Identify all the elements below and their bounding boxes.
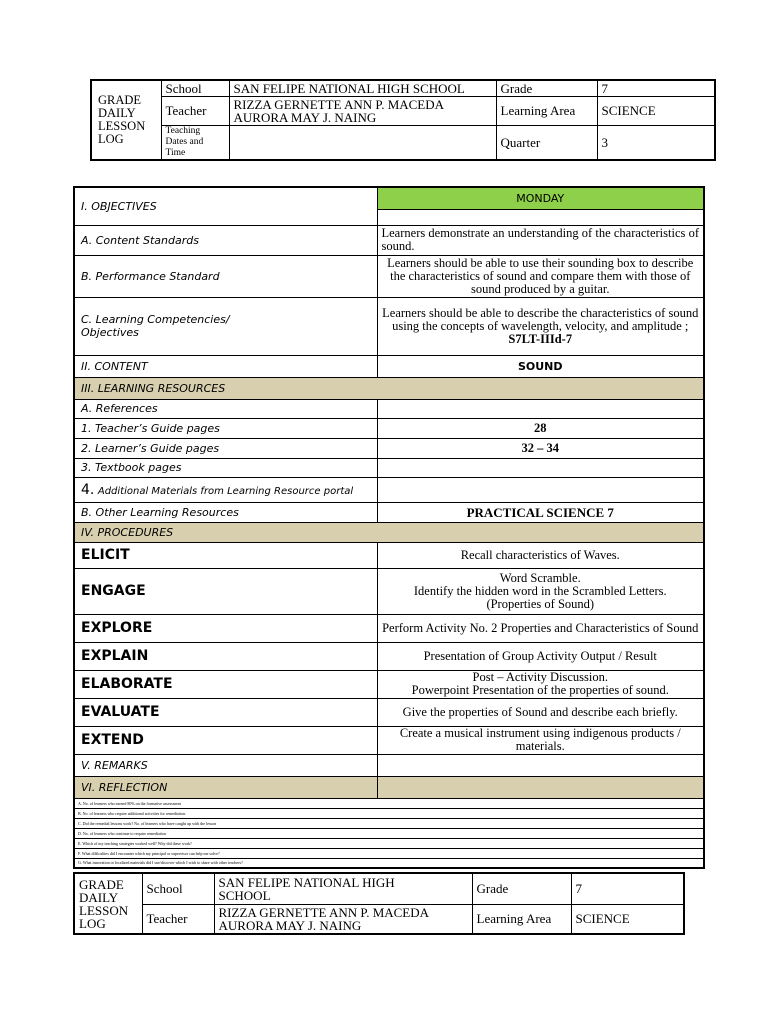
- learning-area-label: Learning Area: [496, 96, 597, 125]
- quarter-value: 3: [597, 125, 715, 160]
- day-header: MONDAY: [377, 187, 704, 209]
- evaluate-value: Give the properties of Sound and describe each briefly.: [377, 698, 704, 726]
- footer-learning-area-label: Learning Area: [472, 904, 571, 934]
- explore-value: Perform Activity No. 2 Properties and Characteristics of Sound: [377, 614, 704, 642]
- footer-teacher-name: AURORA MAY J. NAING: [218, 917, 362, 933]
- content-label: II. CONTENT: [74, 355, 377, 377]
- footer-teacher-value: [214, 904, 472, 934]
- engage-line: Identify the hidden word in the Scrambled Letters.: [413, 583, 667, 598]
- reflection-value: [377, 776, 704, 798]
- explain-label: EXPLAIN: [74, 642, 377, 670]
- gdl-line: DAILY: [98, 106, 136, 120]
- content-standards-label: A. Content Standards: [74, 225, 377, 255]
- objectives-value: [377, 209, 704, 225]
- explore-label: EXPLORE: [74, 614, 377, 642]
- extend-value: Create a musical instrument using indigenous products / materials.: [377, 726, 704, 754]
- reflection-item: G. What innovation or localized materials did I use/discover which I wish to share with other teachers?: [74, 858, 704, 868]
- additional-materials-text: Additional Materials from Learning Resource portal: [97, 485, 354, 497]
- teacher-name: RIZZA GERNETTE ANN P. MACEDA: [233, 96, 445, 112]
- learning-resources-heading: III. LEARNING RESOURCES: [74, 377, 704, 399]
- footer-learning-area-value: SCIENCE: [571, 904, 684, 934]
- dates-label-line: Dates and: [165, 136, 204, 147]
- competency-code: S7LT-IIId-7: [508, 331, 573, 346]
- elicit-value: Recall characteristics of Waves.: [377, 542, 704, 568]
- engage-value: [377, 568, 704, 614]
- reflection-item: B. No. of learners who require additional activities for remediation.: [74, 808, 704, 818]
- reflection-item: E. Which of my teaching strategies worked well? Why did these work?: [74, 838, 704, 848]
- gdl-line: LESSON: [79, 902, 129, 918]
- engage-line: (Properties of Sound): [486, 596, 595, 611]
- dates-label-line: Teaching: [165, 125, 201, 136]
- footer-school-value: [214, 873, 472, 904]
- competency-label-line: C. Learning Competencies/: [81, 313, 230, 326]
- remarks-label: V. REMARKS: [74, 754, 377, 776]
- footer-school-label: School: [142, 873, 214, 904]
- teacher-value: [229, 96, 496, 125]
- grade-daily-lesson-log-title: [91, 80, 161, 160]
- teacher-name: AURORA MAY J. NAING: [233, 109, 377, 125]
- content-value: SOUND: [377, 355, 704, 377]
- other-resources-value: PRACTICAL SCIENCE 7: [377, 502, 704, 522]
- footer-school-line: SAN FELIPE NATIONAL HIGH: [218, 874, 395, 890]
- gdl-line: LOG: [79, 915, 106, 931]
- reflection-item: F. What difficulties did I encounter which my principal or supervisor can help me solve?: [74, 848, 704, 858]
- dates-label-line: Time: [165, 147, 186, 158]
- explain-value: Presentation of Group Activity Output / Result: [377, 642, 704, 670]
- teachers-guide-label: 1. Teacher’s Guide pages: [74, 418, 377, 438]
- teaching-dates-label: [161, 125, 229, 160]
- textbook-pages-value: [377, 458, 704, 477]
- extend-label: EXTEND: [74, 726, 377, 754]
- footer-grade-label: Grade: [472, 873, 571, 904]
- teaching-dates-value: [229, 125, 496, 160]
- additional-materials-label: [74, 477, 377, 502]
- elicit-label: ELICIT: [74, 542, 377, 568]
- engage-line: Word Scramble.: [499, 570, 581, 585]
- gdl-line: GRADE: [98, 93, 142, 107]
- gdl-line: LOG: [98, 132, 124, 146]
- grade-value: 7: [597, 80, 715, 96]
- footer-grade-value: 7: [571, 873, 684, 904]
- learning-competencies-label: [74, 297, 377, 355]
- teachers-guide-value: 28: [377, 418, 704, 438]
- grade-label: Grade: [496, 80, 597, 96]
- footer-grade-daily-lesson-log-title: [74, 873, 142, 934]
- content-standards-value: Learners demonstrate an understanding of the characteristics of sound.: [377, 225, 704, 255]
- competency-text: Learners should be able to describe the characteristics of sound using the concepts of wavelength, velocity, and amplitude ;: [382, 305, 699, 333]
- learners-guide-label: 2. Learner’s Guide pages: [74, 438, 377, 458]
- footer-school-line: SCHOOL: [218, 887, 271, 903]
- footer-teacher-label: Teacher: [142, 904, 214, 934]
- elaborate-label: ELABORATE: [74, 670, 377, 698]
- elaborate-line: Powerpoint Presentation of the properties of sound.: [411, 683, 669, 697]
- elaborate-value: [377, 670, 704, 698]
- reflection-heading: VI. REFLECTION: [74, 776, 377, 798]
- engage-label: ENGAGE: [74, 568, 377, 614]
- learners-guide-value: 32 – 34: [377, 438, 704, 458]
- additional-materials-value: [377, 477, 704, 502]
- remarks-value: [377, 754, 704, 776]
- procedures-heading: IV. PROCEDURES: [74, 522, 704, 542]
- reflection-item: C. Did the remedial lessons work? No. of learners who have caught up with the lesson: [74, 818, 704, 828]
- references-value: [377, 399, 704, 418]
- school-value: SAN FELIPE NATIONAL HIGH SCHOOL: [229, 80, 496, 96]
- elaborate-line: Post – Activity Discussion.: [472, 670, 608, 684]
- evaluate-label: EVALUATE: [74, 698, 377, 726]
- header-table: [90, 79, 716, 161]
- other-resources-label: B. Other Learning Resources: [74, 502, 377, 522]
- quarter-label: Quarter: [496, 125, 597, 160]
- competency-label-line: Objectives: [81, 326, 139, 339]
- lesson-log-table: [73, 186, 705, 869]
- teacher-label: Teacher: [161, 96, 229, 125]
- textbook-pages-label: 3. Textbook pages: [74, 458, 377, 477]
- reflection-item: D. No. of learners who continue to require remediation: [74, 828, 704, 838]
- references-label: A. References: [74, 399, 377, 418]
- performance-standard-label: B. Performance Standard: [74, 255, 377, 297]
- gdl-line: DAILY: [79, 889, 119, 905]
- reflection-item: A. No. of learners who earned 80% on the formative assessment: [74, 798, 704, 808]
- gdl-line: LESSON: [98, 119, 146, 133]
- footer-table: [73, 872, 685, 935]
- footer-teacher-name: RIZZA GERNETTE ANN P. MACEDA: [218, 904, 430, 920]
- school-label: School: [161, 80, 229, 96]
- additional-materials-number: 4.: [81, 481, 95, 498]
- objectives-heading: I. OBJECTIVES: [74, 187, 377, 225]
- performance-standard-value: Learners should be able to use their sounding box to describe the characteristics of sound and compare them with those of sound produced by a guitar.: [377, 255, 704, 297]
- learning-area-value: SCIENCE: [597, 96, 715, 125]
- learning-competencies-value: [377, 297, 704, 355]
- gdl-line: GRADE: [79, 876, 124, 892]
